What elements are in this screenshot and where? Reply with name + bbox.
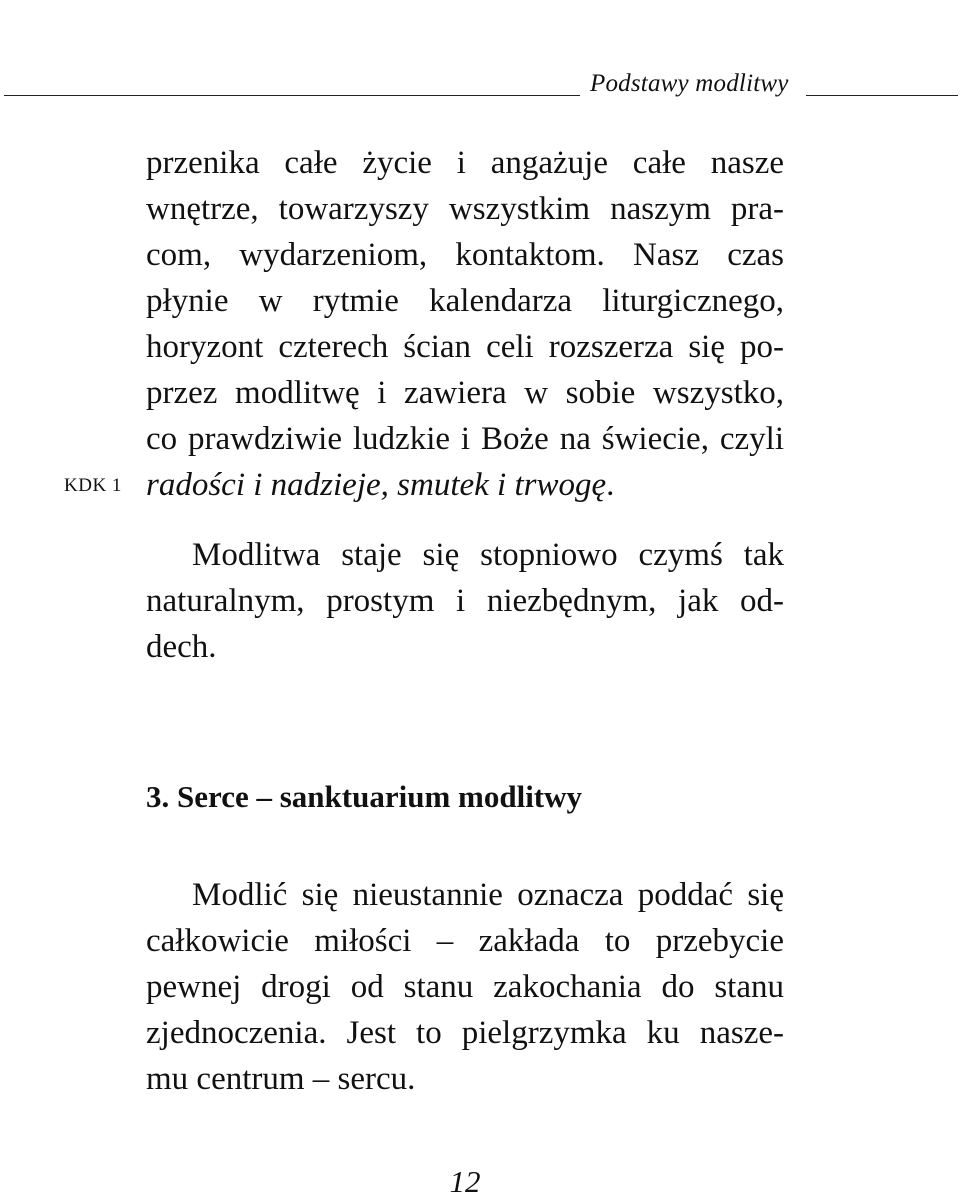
paragraph-line: naturalnym, prostym i niezbędnym, jak od- xyxy=(146,583,784,619)
paragraph-line: zjednoczenia. Jest to pielgrzymka ku nasze- xyxy=(146,1015,784,1051)
header-rule-right xyxy=(806,95,958,96)
paragraph-line: całkowicie miłości – zakłada to przebycie xyxy=(146,923,784,959)
section-heading: 3. Serce – sanktuarium modlitwy xyxy=(146,779,583,814)
paragraph-line: pewnej drogi od stanu zakochania do stanu xyxy=(146,969,784,1005)
paragraph-3 xyxy=(146,872,784,1102)
paragraph-line: co prawdziwie ludzkie i Boże na świecie, czyli xyxy=(146,421,784,457)
paragraph-line: com, wydarzeniom, kontaktom. Nasz czas xyxy=(146,237,784,273)
paragraph-line: wnętrze, towarzyszy wszystkim naszym pra- xyxy=(146,191,784,227)
paragraph-line: mu centrum – sercu. xyxy=(146,1061,416,1097)
italic-quote: radości i nadzieje, smutek i trwogę xyxy=(146,467,607,503)
paragraph-line-last xyxy=(146,462,784,508)
paragraph-line: płynie w rytmie kalendarza liturgicznego, xyxy=(146,283,784,319)
sentence-end: . xyxy=(606,467,615,503)
paragraph-line: przenika całe życie i angażuje całe nasze xyxy=(146,145,784,181)
paragraph-line: horyzont czterech ścian celi rozszerza się po- xyxy=(146,329,784,365)
margin-note: KDK 1 xyxy=(64,475,122,496)
paragraph-line: przez modlitwę i zawiera w sobie wszystko, xyxy=(146,375,784,411)
paragraph-line: dech. xyxy=(146,629,217,665)
header-rule-left xyxy=(4,95,580,96)
paragraph-line: Modlić się nieustannie oznacza poddać się xyxy=(192,877,784,913)
paragraph-2 xyxy=(146,532,784,670)
running-head: Podstawy modlitwy xyxy=(590,70,789,97)
paragraph-line: Modlitwa staje się stopniowo czymś tak xyxy=(192,537,784,573)
paragraph-1 xyxy=(146,140,784,508)
page-number: 12 xyxy=(449,1164,481,1199)
